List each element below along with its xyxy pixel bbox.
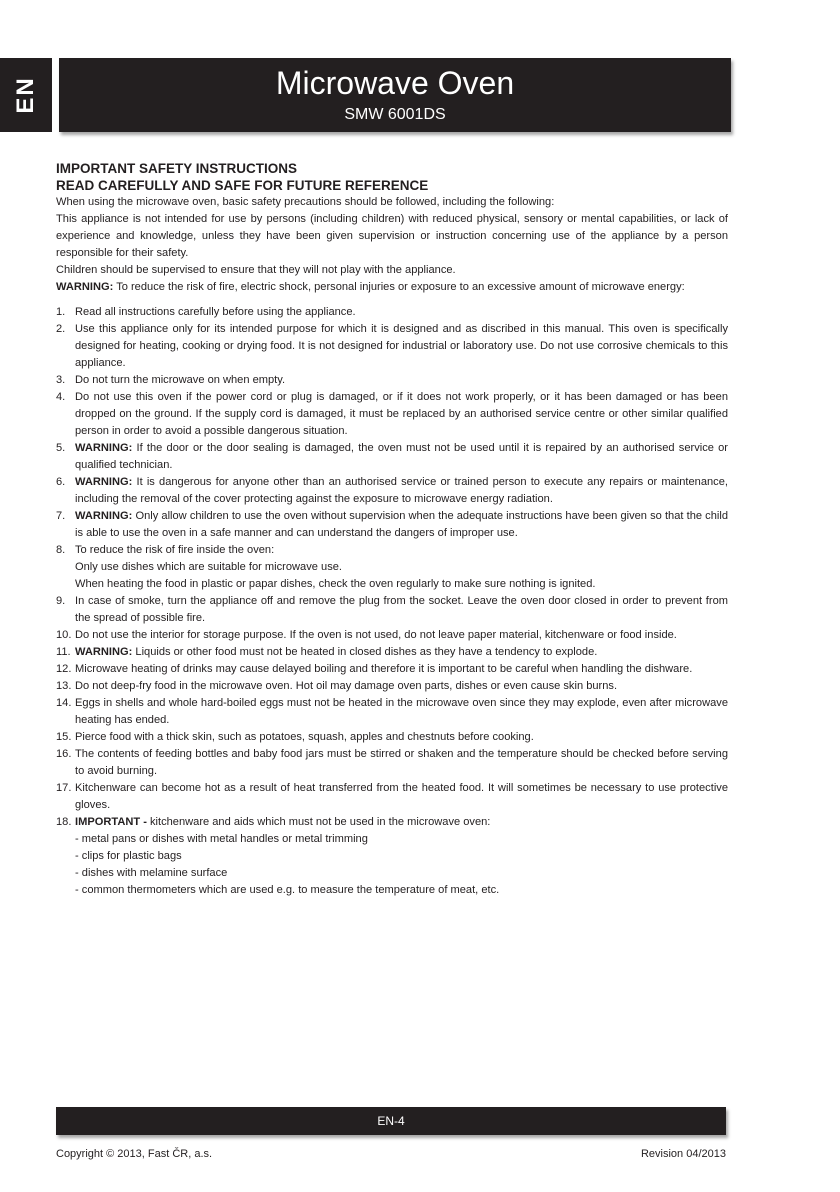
title-bar — [59, 58, 731, 132]
list-item — [56, 542, 728, 593]
list-item — [56, 474, 728, 508]
list-item-label: WARNING: — [75, 442, 133, 454]
instruction-list — [56, 304, 728, 899]
list-item-text: If the door or the door sealing is damaged, the oven must not be used until it is repaired by an authorised service or qualified technician. — [75, 442, 728, 471]
list-sub-item: When heating the food in plastic or papar dishes, check the oven regularly to make sure nothing is ignited. — [75, 578, 596, 590]
list-item-text: Liquids or other food must not be heated in closed dishes as they have a tendency to explode. — [132, 646, 598, 658]
list-item — [56, 593, 728, 627]
list-item-text: Kitchenware can become hot as a result of heat transferred from the heated food. It will sometimes be necessary to use protective gloves. — [75, 782, 728, 811]
list-sub-item: Only use dishes which are suitable for microwave use. — [75, 561, 342, 573]
list-item-text: Do not deep-fry food in the microwave oven. Hot oil may damage oven parts, dishes or even cause skin burns. — [75, 680, 618, 692]
footer-bar — [56, 1107, 726, 1135]
list-item — [56, 389, 728, 440]
list-item — [56, 644, 728, 661]
list-item — [56, 372, 728, 389]
list-item — [56, 304, 728, 321]
safety-instructions — [56, 160, 728, 899]
list-sub-item: - dishes with melamine surface — [75, 867, 228, 879]
list-sub-item: - common thermometers which are used e.g. to measure the temperature of meat, etc. — [75, 884, 500, 896]
list-item — [56, 627, 728, 644]
list-item-text: It is dangerous for anyone other than an authorised service or trained person to execute any repairs or maintenance, including the removal of the cover protecting against the exposure to microwave energy radiation. — [75, 476, 728, 505]
list-item-text: Pierce food with a thick skin, such as potatoes, squash, apples and chestnuts before cooking. — [75, 731, 534, 743]
list-sub-item: - metal pans or dishes with metal handles or metal trimming — [75, 833, 368, 845]
list-item-label: WARNING: — [75, 476, 133, 488]
list-item-number: 5. — [56, 442, 66, 454]
list-item-number: 7. — [56, 510, 66, 522]
list-item-text: To reduce the risk of fire inside the oven: — [75, 544, 275, 556]
list-item-number: 6. — [56, 476, 66, 488]
list-item-text: kitchenware and aids which must not be used in the microwave oven: — [146, 816, 491, 828]
heading-read-carefully: READ CAREFULLY AND SAFE FOR FUTURE REFERENCE — [56, 178, 429, 193]
language-tab — [0, 58, 52, 132]
warning-text: To reduce the risk of fire, electric shock, personal injuries or exposure to an excessive amount of microwave energy: — [113, 281, 685, 293]
list-item-text: Do not turn the microwave on when empty. — [75, 374, 286, 386]
list-item-text: Only allow children to use the oven without supervision when the adequate instructions have been given so that the child is able to use the oven in a safe manner and can understand the dangers of improper use. — [75, 510, 728, 539]
list-item-text: Do not use this oven if the power cord or plug is damaged, or if it does not work properly, or it has been damaged or has been dropped on the ground. If the supply cord is damaged, it must be replaced by an authorised service centre or other similar qualified person in order to avoid a possible dangerous situation. — [75, 391, 728, 437]
list-item-number: 11. — [56, 646, 71, 658]
list-sub-item: - clips for plastic bags — [75, 850, 182, 862]
list-item-text: Eggs in shells and whole hard-boiled eggs must not be heated in the microwave oven since they may explode, even after microwave heating has ended. — [75, 697, 728, 726]
list-item — [56, 661, 728, 678]
list-item — [56, 321, 728, 372]
list-item-number: 8. — [56, 544, 66, 556]
list-item-number: 10. — [56, 629, 72, 641]
list-item — [56, 780, 728, 814]
list-item — [56, 746, 728, 780]
list-item-number: 12. — [56, 663, 72, 675]
intro-paragraph: Children should be supervised to ensure that they will not play with the appliance. — [56, 264, 456, 276]
page-title: Microwave Oven — [275, 65, 515, 101]
list-item-number: 15. — [56, 731, 72, 743]
list-item-number: 3. — [56, 374, 66, 386]
list-item-number: 18. — [56, 816, 72, 828]
list-item-number: 13. — [56, 680, 72, 692]
list-item-number: 17. — [56, 782, 72, 794]
list-item — [56, 729, 728, 746]
list-item-text: The contents of feeding bottles and baby food jars must be stirred or shaken and the temperature should be checked before serving to avoid burning. — [75, 748, 728, 777]
heading-important-safety: IMPORTANT SAFETY INSTRUCTIONS — [56, 161, 298, 176]
list-item-number: 9. — [56, 595, 66, 607]
list-item — [56, 695, 728, 729]
copyright-text: Copyright © 2013, Fast ČR, a.s. — [56, 1148, 213, 1160]
list-item-text: Do not use the interior for storage purpose. If the oven is not used, do not leave paper material, kitchenware or food inside. — [75, 629, 677, 641]
model-number: SMW 6001DS — [344, 106, 446, 123]
warning-label: WARNING: — [56, 281, 114, 293]
list-item-label: WARNING: — [75, 510, 133, 522]
list-item-number: 14. — [56, 697, 72, 709]
list-item — [56, 440, 728, 474]
list-item-number: 4. — [56, 391, 66, 403]
list-item-number: 16. — [56, 748, 72, 760]
intro-paragraph: When using the microwave oven, basic safety precautions should be followed, including the following: — [56, 196, 555, 208]
language-label: EN — [12, 76, 39, 114]
list-item-label: IMPORTANT - — [75, 816, 147, 828]
list-item — [56, 814, 728, 899]
list-item-text: Microwave heating of drinks may cause delayed boiling and therefore it is important to be careful when handling the dishware. — [75, 663, 693, 675]
warning-paragraph — [56, 279, 728, 296]
list-item-text: Use this appliance only for its intended purpose for which it is designed and as discribed in this manual. This oven is specifically designed for heating, cooking or drying food. It is not designed for industrial or laboratory use. Do not use corrosive chemicals to this appliance. — [75, 323, 728, 369]
list-item — [56, 508, 728, 542]
intro-paragraph: This appliance is not intended for use by persons (including children) with reduced physical, sensory or mental capabilities, or lack of experience and knowledge, unless they have been given supervision or instruction concerning use of the appliance by a person responsible for their safety. — [56, 213, 728, 259]
list-item-number: 1. — [56, 306, 66, 318]
list-item-text: In case of smoke, turn the appliance off and remove the plug from the socket. Leave the oven door closed in order to prevent from the spread of possible fire. — [75, 595, 728, 624]
list-item-label: WARNING: — [75, 646, 133, 658]
page-number: EN-4 — [377, 1114, 405, 1128]
revision-text: Revision 04/2013 — [640, 1148, 726, 1160]
list-item-number: 2. — [56, 323, 66, 335]
list-item-text: Read all instructions carefully before using the appliance. — [75, 306, 356, 318]
list-item — [56, 678, 728, 695]
